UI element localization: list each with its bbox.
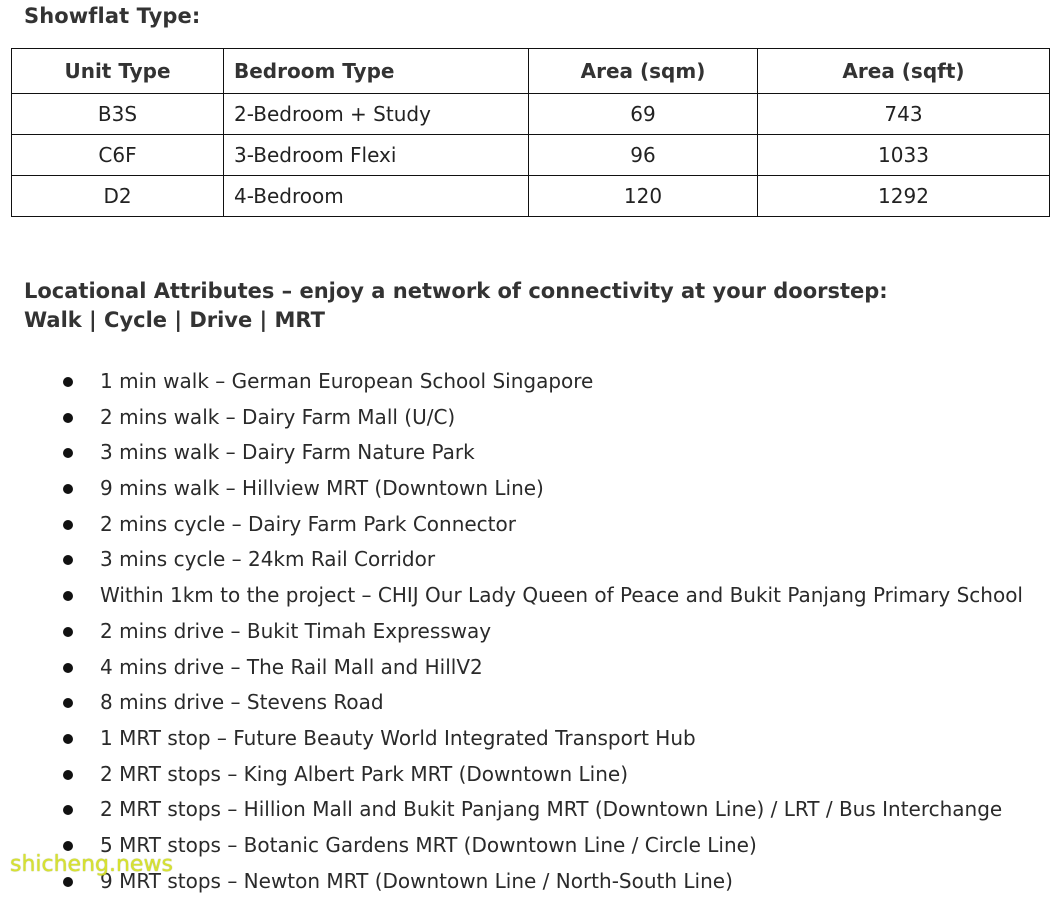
list-item-text: 1 min walk – German European School Singapore	[100, 369, 594, 393]
table-header-row	[12, 49, 1050, 94]
bullet-icon	[63, 663, 73, 673]
list-item-text: 2 MRT stops – King Albert Park MRT (Downtown Line)	[100, 761, 629, 786]
locational-attributes-heading	[24, 277, 888, 335]
cell-area-sqm: 96	[529, 135, 758, 176]
bullet-icon	[63, 591, 73, 601]
bullet-icon	[63, 841, 73, 851]
cell-area-sqft: 743	[758, 94, 1050, 135]
table-row	[12, 94, 1050, 135]
list-item-text: 2 MRT stops – Hillion Mall and Bukit Panjang MRT (Downtown Line) / LRT / Bus Interchange	[100, 797, 1003, 822]
list-item	[0, 650, 1023, 686]
locational-attributes-list	[0, 364, 1023, 899]
bullet-icon	[63, 627, 73, 637]
list-item-text: 5 MRT stops – Botanic Gardens MRT (Downtown Line / Circle Line)	[100, 832, 757, 857]
list-item-text: 1 MRT stop – Future Beauty World Integrated Transport Hub	[100, 725, 696, 750]
list-item-text: 8 mins drive – Stevens Road	[100, 690, 384, 715]
locational-heading-line2: Walk | Cycle | Drive | MRT	[24, 308, 325, 332]
header-area-sqm: Area (sqm)	[529, 49, 758, 94]
list-item	[0, 685, 1023, 721]
header-unit-type: Unit Type	[12, 49, 224, 94]
cell-unit-type: C6F	[12, 135, 224, 176]
showflat-table	[11, 48, 1050, 217]
cell-bedroom-type: 4-Bedroom	[224, 176, 529, 217]
cell-unit-type: D2	[12, 176, 224, 217]
cell-area-sqm: 69	[529, 94, 758, 135]
list-item-text: 9 MRT stops – Newton MRT (Downtown Line / North-South Line)	[100, 868, 733, 893]
table-row	[12, 135, 1050, 176]
locational-heading-line1: Locational Attributes – enjoy a network of connectivity at your doorstep:	[24, 279, 888, 303]
cell-area-sqm: 120	[529, 176, 758, 217]
cell-area-sqft: 1292	[758, 176, 1050, 217]
bullet-icon	[63, 555, 73, 565]
cell-bedroom-type: 3-Bedroom Flexi	[224, 135, 529, 176]
list-item	[0, 757, 1023, 793]
cell-unit-type: B3S	[12, 94, 224, 135]
bullet-icon	[63, 413, 73, 423]
list-item-text: 9 mins walk – Hillview MRT (Downtown Line)	[100, 476, 544, 501]
bullet-icon	[63, 770, 73, 780]
list-item-text: 3 mins cycle – 24km Rail Corridor	[100, 547, 436, 572]
list-item	[0, 364, 1023, 400]
header-area-sqft: Area (sqft)	[758, 49, 1050, 94]
bullet-icon	[63, 698, 73, 708]
list-item	[0, 471, 1023, 507]
list-item	[0, 400, 1023, 436]
header-bedroom-type: Bedroom Type	[224, 49, 529, 94]
cell-bedroom-type: 2-Bedroom + Study	[224, 94, 529, 135]
bullet-icon	[63, 877, 73, 887]
list-item	[0, 721, 1023, 757]
bullet-icon	[63, 734, 73, 744]
list-item	[0, 507, 1023, 543]
cell-area-sqft: 1033	[758, 135, 1050, 176]
list-item	[0, 792, 1023, 828]
list-item	[0, 542, 1023, 578]
bullet-icon	[63, 377, 73, 387]
list-item	[0, 578, 1023, 614]
showflat-type-heading: Showflat Type:	[24, 4, 201, 28]
bullet-icon	[63, 520, 73, 530]
watermark-text: shicheng.news	[10, 852, 173, 877]
list-item-text: 2 mins drive – Bukit Timah Expressway	[100, 618, 492, 643]
table-row	[12, 176, 1050, 217]
bullet-icon	[63, 448, 73, 458]
list-item-text: Within 1km to the project – CHIJ Our Lady Queen of Peace and Bukit Panjang Primary School	[100, 583, 1023, 608]
list-item-text: 3 mins walk – Dairy Farm Nature Park	[100, 440, 475, 465]
list-item-text: 2 mins cycle – Dairy Farm Park Connector	[100, 511, 516, 536]
list-item-text: 2 mins walk – Dairy Farm Mall (U/C)	[100, 404, 456, 429]
list-item	[0, 435, 1023, 471]
bullet-icon	[63, 805, 73, 815]
list-item-text: 4 mins drive – The Rail Mall and HillV2	[100, 654, 483, 679]
list-item	[0, 614, 1023, 650]
bullet-icon	[63, 484, 73, 494]
